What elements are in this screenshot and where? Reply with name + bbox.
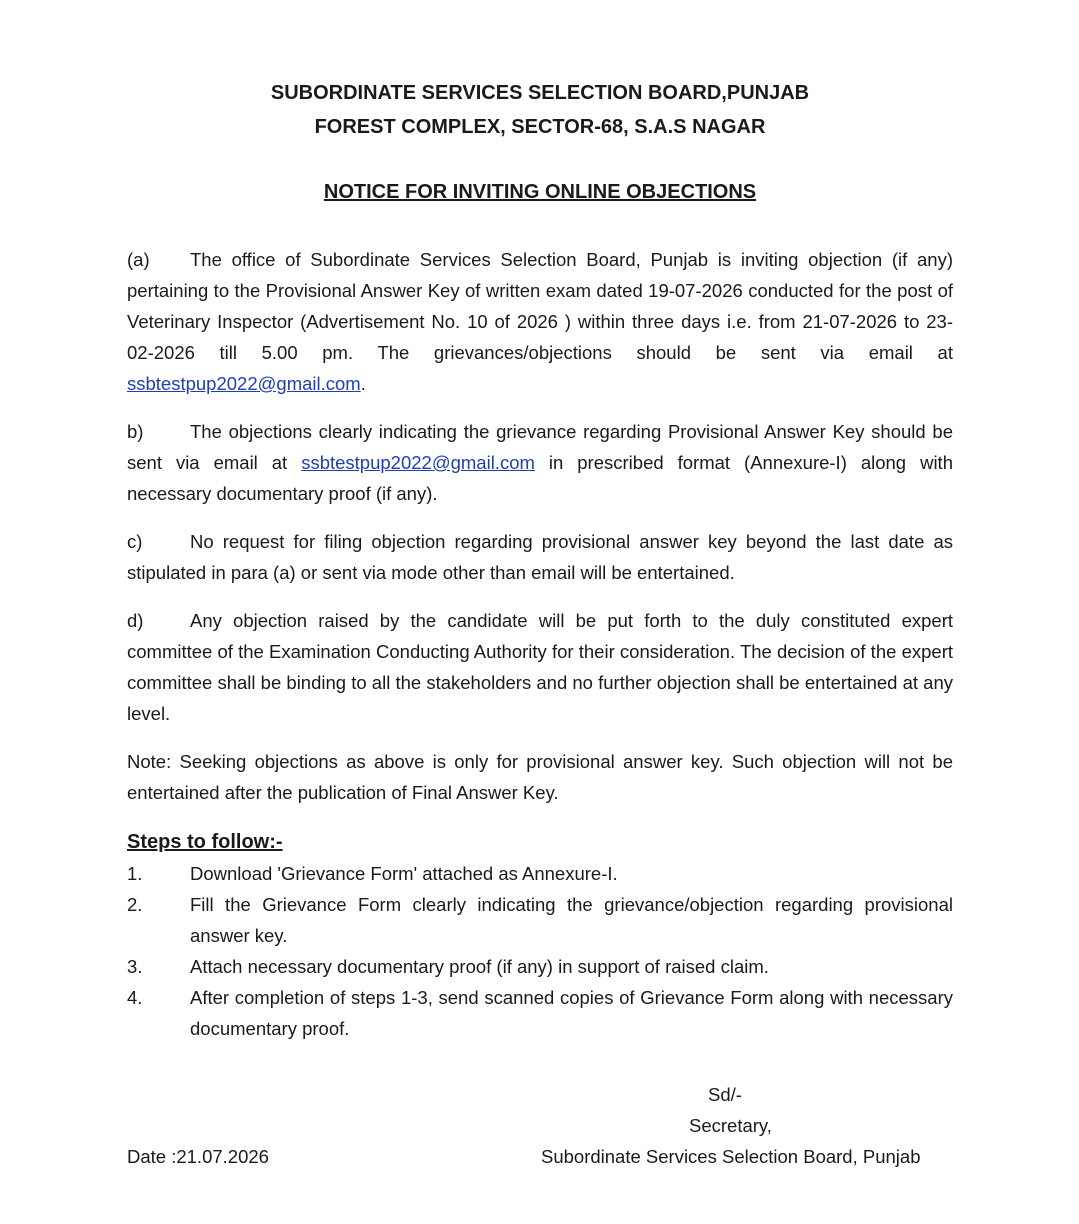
paragraph-d-text: Any objection raised by the candidate will be put forth to the duly constituted expert committee of the Examination Conducting Authority for their consideration. The decision of the expert committee shall be binding to all the stakeholders and no further objection shall be entertained at any level. — [127, 610, 953, 724]
board-address-heading: FOREST COMPLEX, SECTOR-68, S.A.S NAGAR — [314, 116, 766, 138]
notice-date: Date :21.07.2026 — [127, 1146, 269, 1167]
signature-sd: Sd/- — [708, 1084, 742, 1105]
paragraph-b-text: The objections clearly indicating the grievance regarding Provisional Answer Key should be sent via email at — [127, 421, 953, 473]
step-number: 4. — [127, 987, 143, 1008]
paragraph-b-marker: b) — [127, 421, 144, 442]
email-link[interactable]: ssbtestpup2022@gmail.com — [127, 373, 361, 394]
paragraph-a-tail: . — [360, 373, 366, 394]
notice-document — [127, 76, 953, 1044]
paragraph-d-marker: d) — [127, 610, 144, 631]
paragraph-c-marker: c) — [127, 531, 143, 552]
paragraph-a-marker: (a) — [127, 249, 150, 270]
note-text: Note: Seeking objections as above is only for provisional answer key. Such objection will not be entertained after the publication of Final Answer Key. — [127, 751, 953, 803]
steps-list — [127, 858, 953, 1044]
step-item — [127, 982, 953, 1044]
board-name-heading: SUBORDINATE SERVICES SELECTION BOARD,PUNJAB — [270, 82, 810, 104]
step-text: Attach necessary documentary proof (if any) in support of raised claim. — [190, 956, 769, 977]
paragraph-a — [127, 244, 953, 399]
paragraph-b-tail: in prescribed format (Annexure-I) along with necessary documentary proof (if any). — [127, 452, 953, 504]
paragraph-d — [127, 605, 953, 729]
signature-organization: Subordinate Services Selection Board, Punjab — [541, 1146, 921, 1167]
paragraph-b — [127, 416, 953, 509]
paragraph-c-text: No request for filing objection regarding provisional answer key beyond the last date as stipulated in para (a) or sent via mode other than email will be entertained. — [127, 531, 953, 583]
step-text: After completion of steps 1-3, send scanned copies of Grievance Form along with necessary documentary proof. — [190, 987, 953, 1039]
paragraph-c — [127, 526, 953, 588]
step-item — [127, 858, 953, 889]
step-text: Fill the Grievance Form clearly indicating the grievance/objection regarding provisional answer key. — [190, 894, 953, 946]
paragraph-a-text: The office of Subordinate Services Selection Board, Punjab is inviting objection (if any) pertaining to the Provisional Answer Key of written exam dated 19-07-2026 conducted for the post of Veterinary Inspector (Advertisement No. 10 of 2026 ) within three days i.e. from 21-07-2026 to 23-02-2026 till 5.00 pm. The grievances/objections should be sent via email at — [127, 249, 953, 363]
notice-title: NOTICE FOR INVITING ONLINE OBJECTIONS — [323, 181, 757, 203]
step-item — [127, 951, 953, 982]
email-link[interactable]: ssbtestpup2022@gmail.com — [301, 452, 535, 473]
steps-title: Steps to follow:- — [127, 831, 283, 853]
signature-designation: Secretary, — [689, 1115, 772, 1136]
step-number: 1. — [127, 863, 143, 884]
step-text: Download 'Grievance Form' attached as Annexure-I. — [190, 863, 618, 884]
step-item — [127, 889, 953, 951]
step-number: 2. — [127, 894, 143, 915]
step-number: 3. — [127, 956, 143, 977]
